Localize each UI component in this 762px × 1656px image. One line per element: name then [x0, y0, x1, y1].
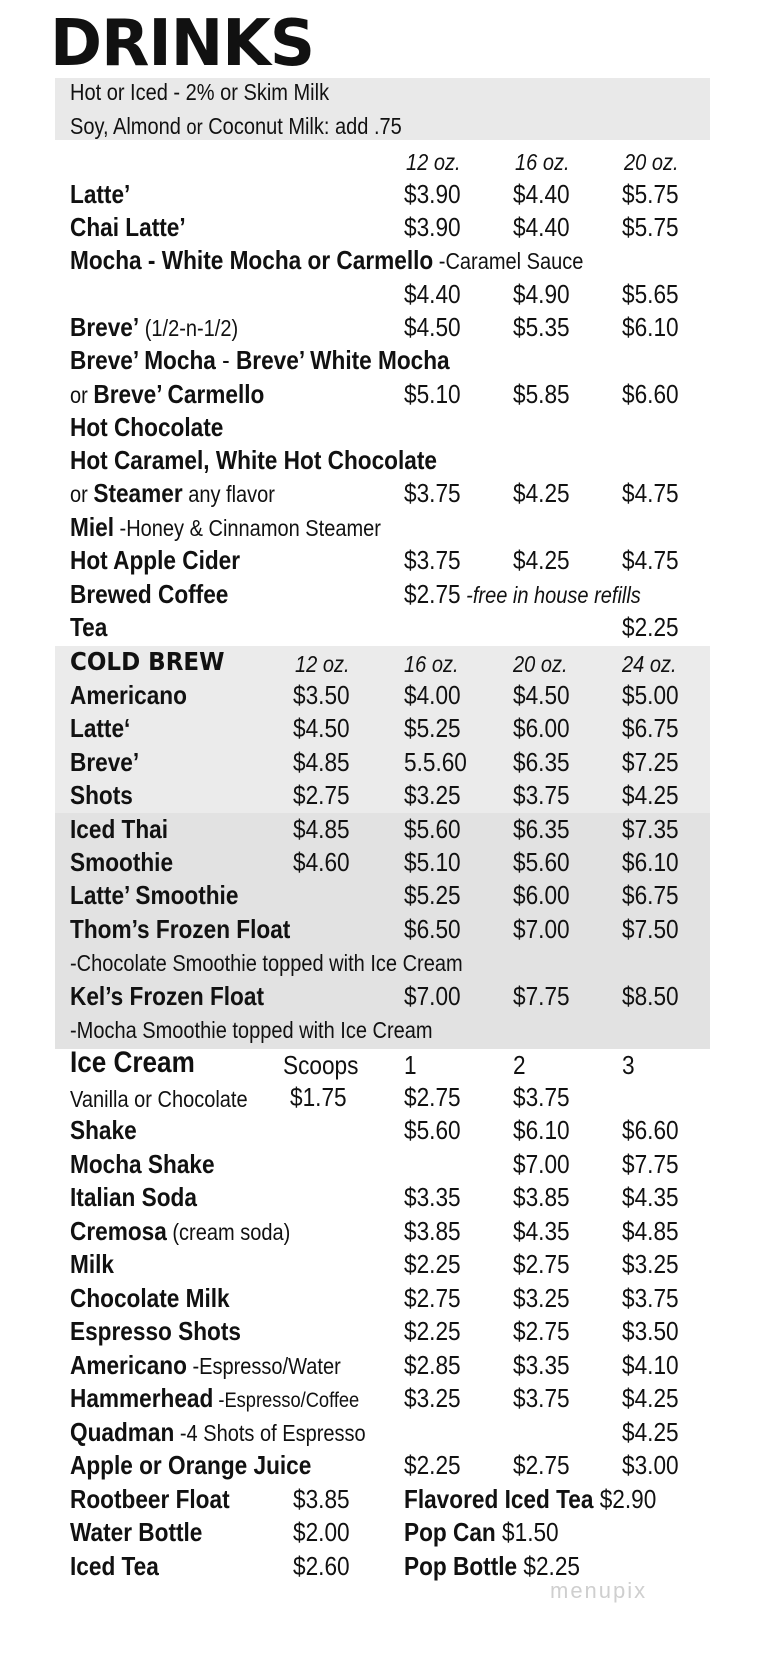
cold-size-16oz: 16 oz. — [404, 651, 459, 677]
price-latte-12: $3.90 — [404, 179, 461, 209]
price-cider-20: $4.75 — [622, 545, 679, 575]
price-hammerhead-1: $3.25 — [404, 1383, 461, 1413]
item-americano: Americano -Espresso/Water — [70, 1350, 341, 1380]
price-smoothie-12: $4.60 — [293, 847, 350, 877]
price-cold-latte-20: $6.00 — [513, 713, 570, 743]
item-tea: Tea — [70, 612, 108, 642]
price-cold-shots-20: $3.75 — [513, 780, 570, 810]
item-cold-breve: Breve’ — [70, 747, 140, 777]
price-kels-20: $7.75 — [513, 981, 570, 1011]
item-miel: Miel -Honey & Cinnamon Steamer — [70, 512, 381, 542]
item-cremosa: Cremosa (cream soda) — [70, 1216, 291, 1246]
price-breve-carmello-20: $6.60 — [622, 379, 679, 409]
alt-milk-note: Soy, Almond or Coconut Milk: add .75 — [70, 113, 402, 139]
price-espresso-shots-1: $2.25 — [404, 1316, 461, 1346]
cold-size-12oz: 12 oz. — [295, 651, 350, 677]
price-chai-12: $3.90 — [404, 212, 461, 242]
item-thoms-frozen-float: Thom’s Frozen Float — [70, 914, 291, 944]
price-juice-1: $2.25 — [404, 1450, 461, 1480]
item-pop-bottle: Pop Bottle $2.25 — [404, 1551, 580, 1581]
price-cold-americano-12: $3.50 — [293, 680, 350, 710]
price-chocolate-milk-2: $3.25 — [513, 1283, 570, 1313]
item-iced-tea: Iced Tea — [70, 1551, 159, 1581]
price-chai-20: $5.75 — [622, 212, 679, 242]
price-cold-latte-16: $5.25 — [404, 713, 461, 743]
price-kels-16: $7.00 — [404, 981, 461, 1011]
item-hot-caramel: Hot Caramel, White Hot Chocolate — [70, 445, 437, 475]
price-latte-20: $5.75 — [622, 179, 679, 209]
price-breve-16: $5.35 — [513, 312, 570, 342]
price-iced-tea: $2.60 — [293, 1551, 350, 1581]
price-cold-shots-12: $2.75 — [293, 780, 350, 810]
item-steamer: or Steamer any flavor — [70, 478, 275, 508]
item-milk: Milk — [70, 1249, 115, 1279]
item-brewed-coffee: Brewed Coffee — [70, 579, 229, 609]
price-americano-1: $2.85 — [404, 1350, 461, 1380]
price-cold-shots-24: $4.25 — [622, 780, 679, 810]
price-espresso-shots-2: $2.75 — [513, 1316, 570, 1346]
item-latte: Latte’ — [70, 179, 131, 209]
price-mocha-shake-3: $7.75 — [622, 1149, 679, 1179]
item-water-bottle: Water Bottle — [70, 1517, 203, 1547]
item-juice: Apple or Orange Juice — [70, 1450, 312, 1480]
item-breve-carmello: or Breve’ Carmello — [70, 379, 265, 409]
scoops-1: 1 — [404, 1050, 417, 1080]
item-breve: Breve’ (1/2-n-1/2) — [70, 312, 239, 342]
item-hot-chocolate: Hot Chocolate — [70, 412, 224, 442]
price-shake-3: $6.60 — [622, 1115, 679, 1145]
price-shake-2: $6.10 — [513, 1115, 570, 1145]
scoops-label: Scoops — [283, 1050, 359, 1080]
price-cold-americano-24: $5.00 — [622, 680, 679, 710]
price-mocha-12: $4.40 — [404, 279, 461, 309]
item-shake: Shake — [70, 1115, 137, 1145]
item-latte-smoothie: Latte’ Smoothie — [70, 880, 239, 910]
item-smoothie: Smoothie — [70, 847, 174, 877]
item-hot-apple-cider: Hot Apple Cider — [70, 545, 241, 575]
size-20oz: 20 oz. — [624, 149, 679, 175]
price-cold-breve-12: $4.85 — [293, 747, 350, 777]
price-water-bottle: $2.00 — [293, 1517, 350, 1547]
price-latte-16: $4.40 — [513, 179, 570, 209]
size-12oz: 12 oz. — [406, 149, 461, 175]
price-breve-12: $4.50 — [404, 312, 461, 342]
price-tea: $2.25 — [622, 612, 679, 642]
price-cider-12: $3.75 — [404, 545, 461, 575]
item-flavored-iced-tea: Flavored Iced Tea $2.90 — [404, 1484, 657, 1514]
cold-brew-heading: COLD BREW — [70, 647, 225, 676]
price-ice-cream-3: $3.75 — [513, 1082, 570, 1112]
item-pop-can: Pop Can $1.50 — [404, 1517, 559, 1547]
price-iced-thai-20: $6.35 — [513, 814, 570, 844]
price-hammerhead-3: $4.25 — [622, 1383, 679, 1413]
item-chai-latte: Chai Latte’ — [70, 212, 186, 242]
price-cold-shots-16: $3.25 — [404, 780, 461, 810]
cold-size-20oz: 20 oz. — [513, 651, 568, 677]
size-16oz: 16 oz. — [515, 149, 570, 175]
price-cold-breve-16: 5.5.60 — [404, 747, 467, 777]
price-mocha-shake-2: $7.00 — [513, 1149, 570, 1179]
item-quadman: Quadman -4 Shots of Espresso — [70, 1417, 366, 1447]
price-americano-3: $4.10 — [622, 1350, 679, 1380]
ice-cream-flavors: Vanilla or Chocolate — [70, 1086, 248, 1112]
price-thoms-20: $7.00 — [513, 914, 570, 944]
price-steamer-20: $4.75 — [622, 478, 679, 508]
price-breve-carmello-12: $5.10 — [404, 379, 461, 409]
ice-cream-heading: Ice Cream — [70, 1046, 195, 1079]
desc-thoms: -Chocolate Smoothie topped with Ice Cream — [70, 950, 463, 976]
price-milk-1: $2.25 — [404, 1249, 461, 1279]
scoops-2: 2 — [513, 1050, 526, 1080]
price-chocolate-milk-1: $2.75 — [404, 1283, 461, 1313]
price-brewed-coffee: $2.75 -free in house refills — [404, 579, 641, 609]
page-title: DRINKS — [50, 7, 315, 81]
price-breve-20: $6.10 — [622, 312, 679, 342]
price-chocolate-milk-3: $3.75 — [622, 1283, 679, 1313]
price-chai-16: $4.40 — [513, 212, 570, 242]
price-cremosa-1: $3.85 — [404, 1216, 461, 1246]
price-smoothie-24: $6.10 — [622, 847, 679, 877]
price-ice-cream-2: $2.75 — [404, 1082, 461, 1112]
price-italian-soda-3: $4.35 — [622, 1182, 679, 1212]
price-milk-2: $2.75 — [513, 1249, 570, 1279]
item-breve-mocha: Breve’ Mocha - Breve’ White Mocha — [70, 345, 450, 375]
desc-kels: -Mocha Smoothie topped with Ice Cream — [70, 1017, 433, 1043]
price-juice-2: $2.75 — [513, 1450, 570, 1480]
watermark: menupix — [550, 1578, 648, 1603]
price-italian-soda-1: $3.35 — [404, 1182, 461, 1212]
price-cold-latte-12: $4.50 — [293, 713, 350, 743]
item-rootbeer-float: Rootbeer Float — [70, 1484, 230, 1514]
price-smoothie-16: $5.10 — [404, 847, 461, 877]
price-iced-thai-16: $5.60 — [404, 814, 461, 844]
price-mocha-16: $4.90 — [513, 279, 570, 309]
price-rootbeer-float: $3.85 — [293, 1484, 350, 1514]
price-thoms-16: $6.50 — [404, 914, 461, 944]
item-cold-shots: Shots — [70, 780, 133, 810]
cold-size-24oz: 24 oz. — [622, 651, 677, 677]
price-thoms-24: $7.50 — [622, 914, 679, 944]
item-espresso-shots: Espresso Shots — [70, 1316, 241, 1346]
item-cold-americano: Americano — [70, 680, 187, 710]
price-ice-cream-1: $1.75 — [290, 1082, 347, 1112]
price-steamer-12: $3.75 — [404, 478, 461, 508]
item-iced-thai: Iced Thai — [70, 814, 169, 844]
item-mocha-shake: Mocha Shake — [70, 1149, 215, 1179]
price-cold-americano-20: $4.50 — [513, 680, 570, 710]
item-mocha: Mocha - White Mocha or Carmello -Caramel Sauce — [70, 245, 584, 275]
price-italian-soda-2: $3.85 — [513, 1182, 570, 1212]
price-hammerhead-2: $3.75 — [513, 1383, 570, 1413]
price-juice-3: $3.00 — [622, 1450, 679, 1480]
price-steamer-16: $4.25 — [513, 478, 570, 508]
price-latte-smoothie-24: $6.75 — [622, 880, 679, 910]
price-latte-smoothie-20: $6.00 — [513, 880, 570, 910]
item-cold-latte: Latte‘ — [70, 713, 131, 743]
price-kels-24: $8.50 — [622, 981, 679, 1011]
price-breve-carmello-16: $5.85 — [513, 379, 570, 409]
scoops-3: 3 — [622, 1050, 635, 1080]
price-quadman: $4.25 — [622, 1417, 679, 1447]
price-cider-16: $4.25 — [513, 545, 570, 575]
price-americano-2: $3.35 — [513, 1350, 570, 1380]
price-mocha-20: $5.65 — [622, 279, 679, 309]
price-iced-thai-12: $4.85 — [293, 814, 350, 844]
price-cold-americano-16: $4.00 — [404, 680, 461, 710]
milk-note: Hot or Iced - 2% or Skim Milk — [70, 79, 330, 105]
price-cold-breve-20: $6.35 — [513, 747, 570, 777]
price-espresso-shots-3: $3.50 — [622, 1316, 679, 1346]
price-cremosa-3: $4.85 — [622, 1216, 679, 1246]
price-cold-breve-24: $7.25 — [622, 747, 679, 777]
price-iced-thai-24: $7.35 — [622, 814, 679, 844]
item-italian-soda: Italian Soda — [70, 1182, 197, 1212]
price-cold-latte-24: $6.75 — [622, 713, 679, 743]
price-cremosa-2: $4.35 — [513, 1216, 570, 1246]
price-latte-smoothie-16: $5.25 — [404, 880, 461, 910]
price-milk-3: $3.25 — [622, 1249, 679, 1279]
price-smoothie-20: $5.60 — [513, 847, 570, 877]
item-hammerhead: Hammerhead -Espresso/Coffee — [70, 1383, 360, 1413]
item-chocolate-milk: Chocolate Milk — [70, 1283, 230, 1313]
item-kels-frozen-float: Kel’s Frozen Float — [70, 981, 264, 1011]
price-shake-1: $5.60 — [404, 1115, 461, 1145]
